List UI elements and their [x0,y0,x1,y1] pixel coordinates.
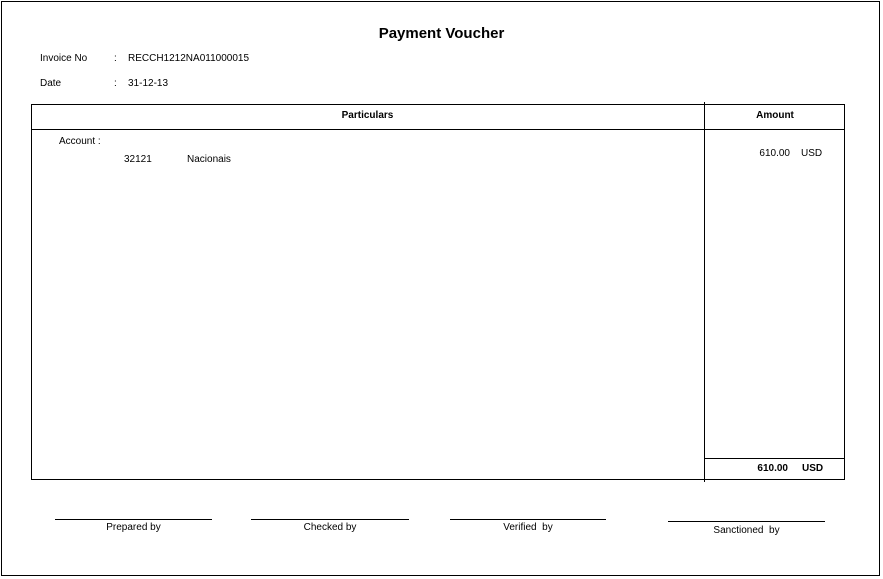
account-code: 32121 [124,154,152,165]
invoice-value: RECCH1212NA011000015 [128,53,250,64]
total-amount: 610.00 [757,463,788,474]
date-value: 31-12-13 [128,78,169,89]
sanctioned-signature-line [668,521,825,522]
prepared-by-label: Prepared by [106,522,161,533]
account-label: Account : [59,136,101,147]
invoice-separator: : [114,53,117,64]
voucher-table [31,104,845,480]
header-divider [31,129,845,130]
particulars-header: Particulars [341,110,394,121]
prepared-signature-line [55,519,212,520]
date-label: Date [40,78,62,89]
column-divider [704,102,705,482]
voucher-title: Payment Voucher [378,25,505,42]
invoice-label: Invoice No [40,53,88,64]
amount-header: Amount [756,110,794,121]
row-amount: 610.00 [759,148,790,159]
checked-signature-line [251,519,409,520]
checked-by-label: Checked by [303,522,357,533]
row-currency: USD [801,148,823,159]
account-name: Nacionais [187,154,231,165]
verified-by-label: Verified by [503,522,553,533]
verified-signature-line [450,519,606,520]
total-divider [704,458,845,459]
sanctioned-by-label: Sanctioned by [713,525,780,536]
date-separator: : [114,78,117,89]
total-currency: USD [802,463,824,474]
